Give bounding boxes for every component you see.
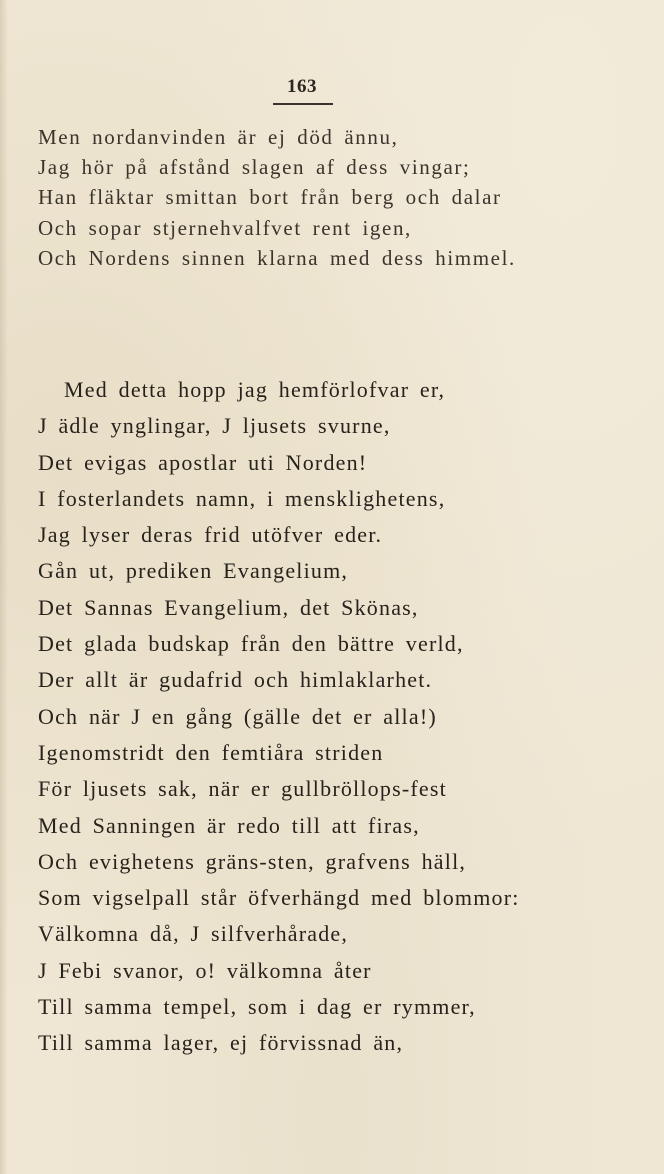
verse-line: Jag hör på afstånd slagen af dess vingar;: [38, 155, 471, 180]
verse-line: Som vigselpall står öfverhängd med blommor:: [38, 885, 520, 911]
verse-line: Jag lyser deras frid utöfver eder.: [38, 522, 383, 548]
page-number: 163: [287, 76, 317, 97]
verse-line: Det Sannas Evangelium, det Skönas,: [38, 594, 419, 620]
page-edge-shadow: [0, 0, 8, 1174]
verse-line: J Febi svanor, o! välkomna åter: [38, 957, 372, 983]
stanza-2: [38, 372, 520, 1062]
verse-line: J ädle ynglingar, J ljusets svurne,: [38, 413, 391, 439]
verse-line: Och evighetens gräns-sten, grafvens häll,: [38, 848, 467, 874]
verse-line: Och sopar stjernehvalfvet rent igen,: [38, 215, 412, 240]
verse-line: För ljusets sak, när er gullbröllops-fest: [38, 776, 447, 802]
verse-line: Men nordanvinden är ej död ännu,: [38, 125, 399, 149]
verse-line: Igenomstridt den femtiåra striden: [38, 739, 384, 765]
verse-line: Det glada budskap från den bättre verld,: [38, 631, 464, 657]
verse-line: Med Sanningen är redo till att firas,: [38, 812, 420, 838]
verse-line: Gån ut, prediken Evangelium,: [38, 558, 349, 584]
verse-line: Välkomna då, J silfverhårade,: [38, 921, 349, 947]
verse-line: Med detta hopp jag hemförlofvar er,: [64, 377, 446, 402]
verse-line: Till samma lager, ej förvissnad än,: [38, 1030, 404, 1056]
stanza-1: [38, 122, 516, 273]
verse-line: Och Nordens sinnen klarna med dess himmel.: [38, 245, 516, 270]
verse-line: Till samma tempel, som i dag er rymmer,: [38, 994, 476, 1020]
verse-line: I fosterlandets namn, i mensklighetens,: [38, 485, 446, 511]
page-number-rule: [273, 103, 333, 105]
verse-line: Och när J en gång (gälle det er alla!): [38, 703, 437, 729]
verse-line: Det evigas apostlar uti Norden!: [38, 449, 368, 475]
verse-line: Der allt är gudafrid och himlaklarhet.: [38, 667, 433, 693]
verse-line: Han fläktar smittan bort från berg och dalar: [38, 185, 502, 210]
